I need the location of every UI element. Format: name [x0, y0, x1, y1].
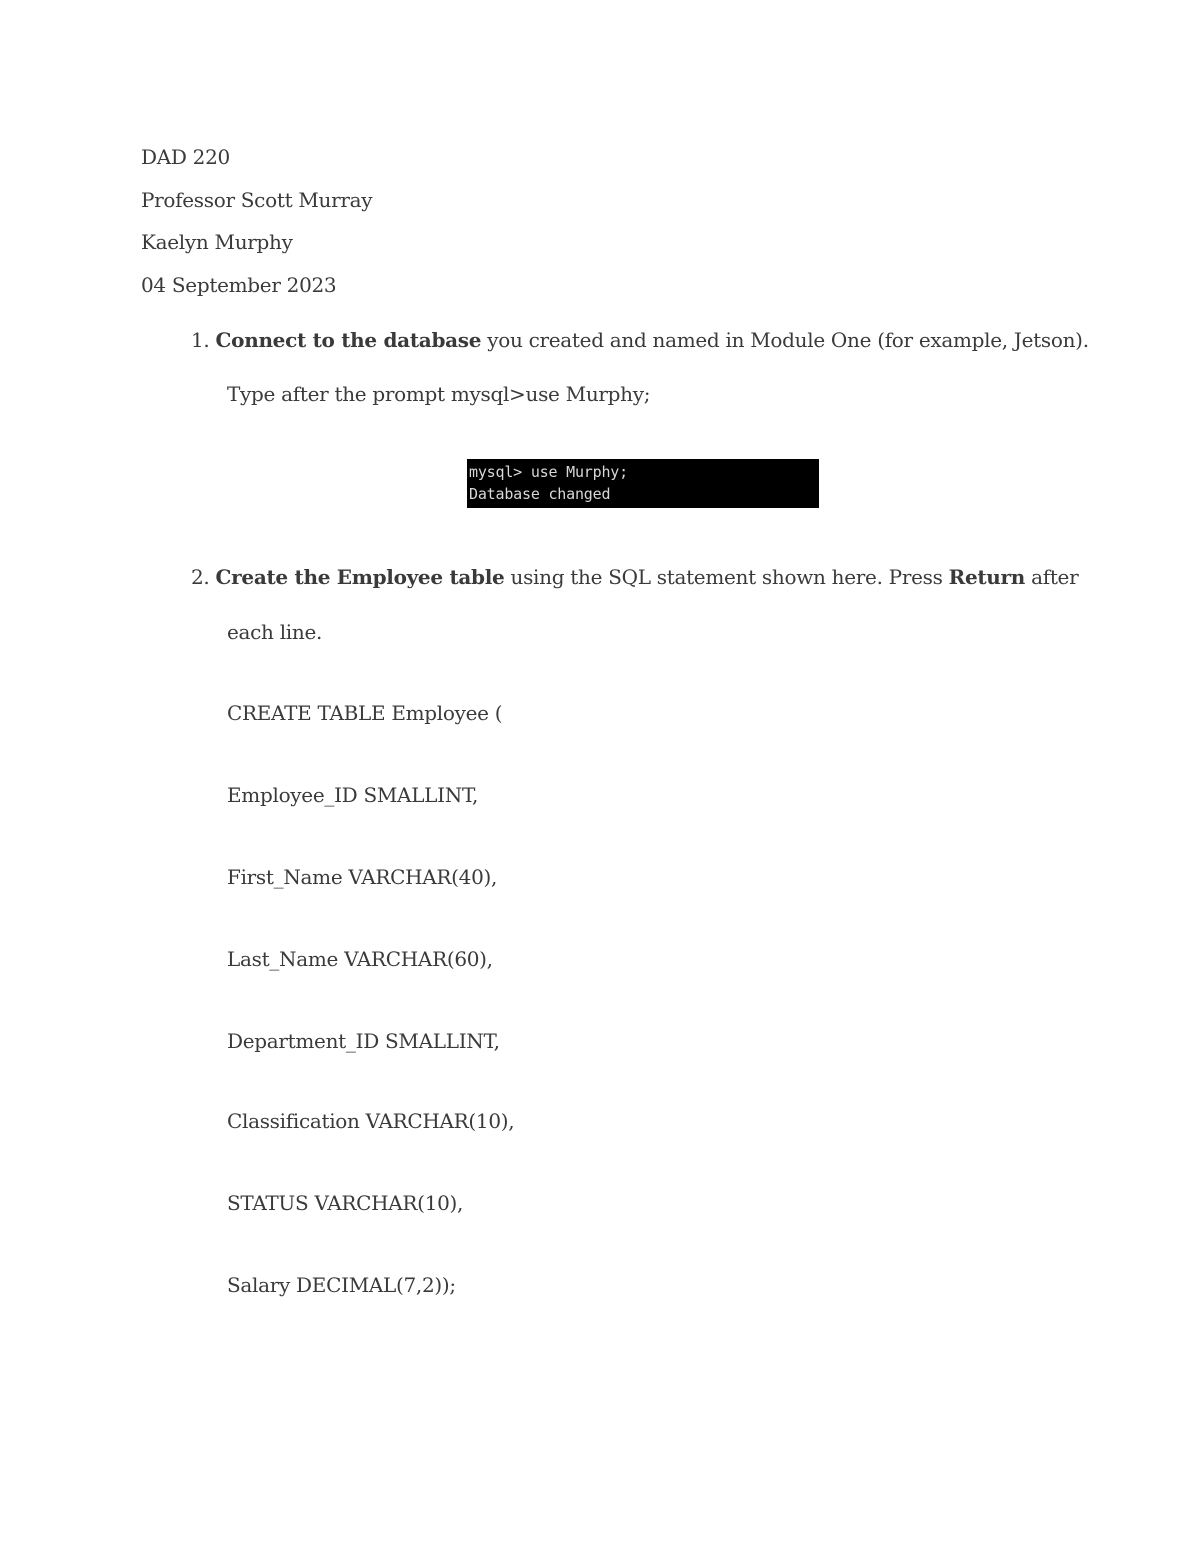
step-2-text-a: using the SQL statement shown here. Press	[504, 565, 949, 589]
sql-line: Department_ID SMALLINT,	[227, 1029, 500, 1053]
sql-line: Classification VARCHAR(10),	[227, 1109, 515, 1133]
step-2-bold: Create the Employee table	[215, 565, 505, 589]
terminal-screenshot	[467, 459, 819, 508]
student-name: Kaelyn Murphy	[141, 230, 293, 254]
step-2	[191, 565, 1078, 589]
step-2-return-key: Return	[948, 565, 1026, 589]
step-1	[191, 328, 1089, 352]
step-1-bold: Connect to the database	[215, 328, 482, 352]
step-1-text: you created and named in Module One (for example, Jetson).	[481, 328, 1089, 352]
professor-name: Professor Scott Murray	[141, 188, 373, 212]
terminal-line-prompt: mysql> use Murphy;	[469, 463, 628, 481]
sql-line: Last_Name VARCHAR(60),	[227, 947, 493, 971]
step-2-number: 2.	[191, 565, 210, 589]
sql-line: STATUS VARCHAR(10),	[227, 1191, 464, 1215]
terminal-line-output: Database changed	[469, 485, 611, 503]
sql-line: Employee_ID SMALLINT,	[227, 783, 479, 807]
sql-line: Salary DECIMAL(7,2));	[227, 1273, 456, 1297]
document-date: 04 September 2023	[141, 273, 337, 297]
step-2-continuation: each line.	[227, 620, 323, 644]
sql-line: CREATE TABLE Employee (	[227, 701, 503, 725]
step-2-text-b: after	[1025, 565, 1079, 589]
course-code: DAD 220	[141, 145, 230, 169]
step-1-detail: Type after the prompt mysql>use Murphy;	[227, 382, 651, 406]
sql-line: First_Name VARCHAR(40),	[227, 865, 498, 889]
step-1-number: 1.	[191, 328, 210, 352]
